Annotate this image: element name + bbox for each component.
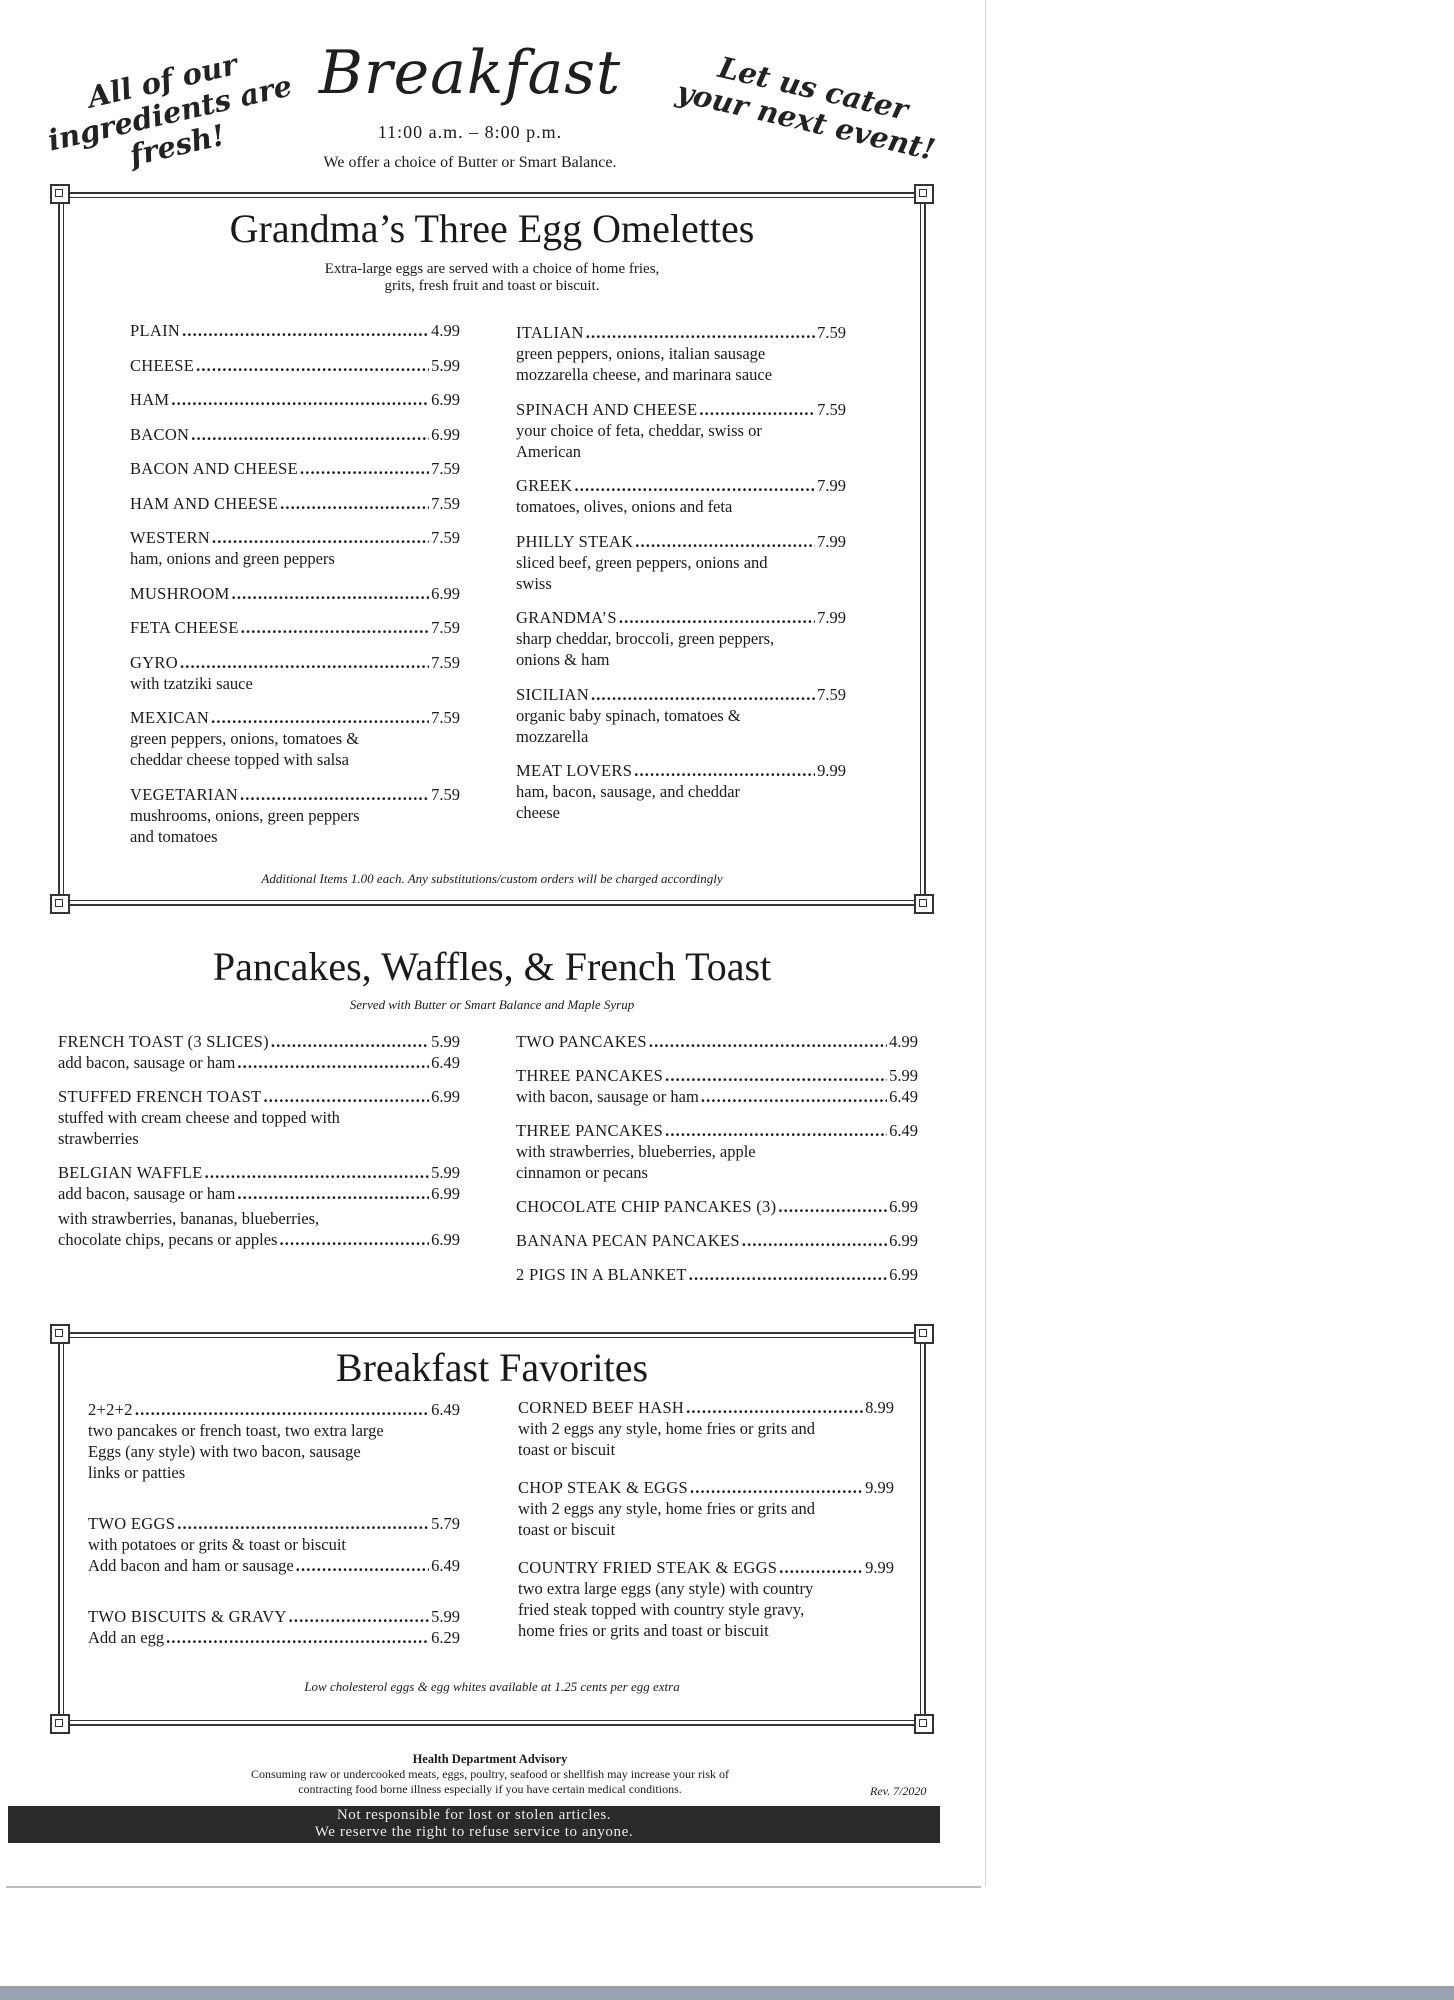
item-add-text: with bacon, sausage or ham xyxy=(516,1087,699,1106)
item-name: COUNTRY FRIED STEAK & EGGS xyxy=(518,1558,778,1577)
item-price: 7.59 xyxy=(431,493,460,513)
omelettes-subtitle-2: grits, fresh fruit and toast or biscuit. xyxy=(384,278,600,294)
health-advisory xyxy=(200,1752,780,1797)
item-price: 6.99 xyxy=(889,1231,918,1250)
item-description: with 2 eggs any style, home fries or grits and toast or biscuit xyxy=(518,1419,815,1459)
item-add-text: Add bacon and ham or sausage xyxy=(88,1556,294,1575)
menu-item xyxy=(516,399,846,462)
item-name: WESTERN xyxy=(130,528,211,547)
item-price: 6.99 xyxy=(889,1265,918,1284)
item-name: BELGIAN WAFFLE xyxy=(58,1163,203,1182)
menu-item xyxy=(516,607,846,670)
hours: 11:00 a.m. – 8:00 p.m. xyxy=(377,122,563,142)
menu-item xyxy=(130,707,460,770)
menu-item xyxy=(130,355,460,376)
menu-item xyxy=(518,1557,894,1641)
item-description: with tzatziki sauce xyxy=(130,673,253,693)
item-description: ham, bacon, sausage, and cheddar cheese xyxy=(516,782,741,822)
item-description: with 2 eggs any style, home fries or grits and toast or biscuit xyxy=(518,1499,815,1539)
item-name: BANANA PECAN PANCAKES xyxy=(516,1231,740,1250)
omelettes-left-column xyxy=(130,320,460,847)
omelettes-note: Additional Items 1.00 each. Any substitutions/custom orders will be charged accordingly xyxy=(261,871,723,886)
menu-item xyxy=(88,1399,460,1483)
item-name: HAM AND CHEESE xyxy=(130,493,279,513)
menu-item xyxy=(516,1065,918,1107)
item-price: 7.59 xyxy=(817,399,846,419)
menu-item xyxy=(130,784,460,847)
item-price: 9.99 xyxy=(817,761,846,780)
menu-item xyxy=(88,1513,460,1576)
item-name: STUFFED FRENCH TOAST xyxy=(58,1087,262,1106)
item-price: 6.99 xyxy=(431,1087,460,1106)
item-name: ITALIAN xyxy=(516,323,584,342)
item-description: mushrooms, onions, green peppers and tomatoes xyxy=(130,805,360,846)
scan-bottom-edge xyxy=(0,1986,1454,2000)
item-name: SPINACH AND CHEESE xyxy=(516,399,698,419)
item-price: 9.99 xyxy=(865,1558,894,1577)
item-name: CHEESE xyxy=(130,355,195,375)
item-price: 6.49 xyxy=(889,1121,918,1140)
item-add-price: 6.49 xyxy=(431,1556,460,1575)
revision-date: Rev. 7/2020 xyxy=(870,1784,927,1798)
corner-ornament xyxy=(50,1714,70,1734)
item-price: 7.99 xyxy=(817,531,846,551)
item-add-text: chocolate chips, pecans or apples xyxy=(58,1230,278,1249)
item-description: two pancakes or french toast, two extra large Eggs (any style) with two bacon, sausage links or patties xyxy=(88,1421,384,1482)
pancakes-subtitle: Served with Butter or Smart Balance and Maple Syrup xyxy=(349,997,635,1012)
corner-ornament xyxy=(914,1324,934,1344)
item-name: 2 PIGS IN A BLANKET xyxy=(516,1265,687,1284)
item-name: TWO EGGS xyxy=(88,1514,176,1533)
item-add-text: Add an egg xyxy=(88,1628,165,1647)
corner-ornament xyxy=(50,1324,70,1344)
item-price: 7.59 xyxy=(817,684,846,704)
item-name: TWO BISCUITS & GRAVY xyxy=(88,1607,287,1626)
menu-item xyxy=(88,1606,460,1648)
advisory-line: Consuming raw or undercooked meats, eggs, poultry, seafood or shellfish may increase your risk of xyxy=(250,1767,730,1781)
menu-item xyxy=(516,684,846,747)
item-price: 6.99 xyxy=(431,424,460,444)
menu-item xyxy=(130,458,460,479)
item-name: BACON xyxy=(130,424,190,444)
item-name: GREEK xyxy=(516,476,573,495)
item-price: 5.99 xyxy=(431,1032,460,1051)
item-price: 7.59 xyxy=(431,618,460,637)
menu-item xyxy=(516,1230,918,1251)
item-price: 5.99 xyxy=(889,1066,918,1085)
item-description: tomatoes, olives, onions and feta xyxy=(516,497,733,516)
favorites-title: Breakfast Favorites xyxy=(335,1345,649,1390)
corner-ornament xyxy=(914,1714,934,1734)
item-description: with strawberries, bananas, blueberries, xyxy=(58,1209,320,1228)
menu-item xyxy=(516,475,846,517)
item-name: BACON AND CHEESE xyxy=(130,459,298,478)
item-description: your choice of feta, cheddar, swiss or American xyxy=(516,420,762,461)
item-price: 5.99 xyxy=(431,1163,460,1182)
menu-item xyxy=(516,760,846,823)
menu-item xyxy=(130,389,460,410)
corner-ornament xyxy=(50,184,70,204)
item-price: 6.99 xyxy=(889,1197,918,1216)
menu-item xyxy=(58,1162,460,1250)
catering-tagline: Let us cater your next event! xyxy=(673,50,939,167)
menu-item xyxy=(58,1086,460,1149)
item-description: green peppers, onions, italian sausage mozzarella cheese, and marinara sauce xyxy=(516,344,773,384)
item-add-price: 6.29 xyxy=(431,1628,460,1647)
favorites-right-column xyxy=(518,1397,894,1641)
item-price: 7.59 xyxy=(817,323,846,342)
item-description: sliced beef, green peppers, onions and swiss xyxy=(516,552,768,593)
item-price: 5.79 xyxy=(431,1514,460,1533)
menu-item xyxy=(518,1397,894,1460)
menu-item xyxy=(516,1031,918,1052)
pancakes-right-column xyxy=(516,1031,918,1285)
pancakes-title: Pancakes, Waffles, & French Toast xyxy=(212,944,772,989)
item-description: stuffed with cream cheese and topped with strawberries xyxy=(58,1108,340,1148)
item-description: with strawberries, blueberries, apple cinnamon or pecans xyxy=(516,1142,756,1182)
item-price: 5.99 xyxy=(431,355,460,375)
item-price: 6.49 xyxy=(431,1400,460,1419)
butter-note: We offer a choice of Butter or Smart Balance. xyxy=(323,154,617,171)
item-price: 8.99 xyxy=(865,1398,894,1417)
item-price: 6.99 xyxy=(431,583,460,603)
item-description: sharp cheddar, broccoli, green peppers, onions & ham xyxy=(516,629,775,669)
menu-item xyxy=(516,322,846,385)
item-price: 4.99 xyxy=(431,321,460,340)
menu-item xyxy=(516,531,846,594)
item-name: THREE PANCAKES xyxy=(516,1066,664,1085)
item-price: 4.99 xyxy=(889,1032,918,1051)
omelettes-right-column xyxy=(516,322,846,823)
menu-item xyxy=(130,617,460,638)
item-name: CORNED BEEF HASH xyxy=(518,1398,685,1417)
item-description: organic baby spinach, tomatoes & mozzarella xyxy=(516,705,741,746)
corner-ornament xyxy=(914,894,934,914)
item-description: two extra large eggs (any style) with country fried steak topped with country style gravy, home fries or grits and toast or biscuit xyxy=(518,1579,814,1640)
page-title: Breakfast xyxy=(318,38,622,108)
corner-ornament xyxy=(914,184,934,204)
pancakes-left-column xyxy=(58,1031,460,1250)
item-price: 7.99 xyxy=(817,476,846,495)
menu-item xyxy=(58,1031,460,1073)
menu-item xyxy=(130,583,460,604)
item-add-price: 6.49 xyxy=(431,1053,460,1072)
item-name: PLAIN xyxy=(130,321,181,340)
menu-item xyxy=(130,320,460,341)
item-description: green peppers, onions, tomatoes & cheddar cheese topped with salsa xyxy=(130,729,360,769)
item-price: 7.59 xyxy=(431,652,460,672)
disclaimer-bar xyxy=(8,1806,940,1843)
item-description: with potatoes or grits & toast or biscuit xyxy=(88,1535,347,1554)
item-price: 5.99 xyxy=(431,1607,460,1626)
menu-item xyxy=(518,1477,894,1540)
item-name: FETA CHEESE xyxy=(130,618,239,637)
item-price: 6.99 xyxy=(431,390,460,409)
item-name: FRENCH TOAST (3 SLICES) xyxy=(58,1032,269,1051)
menu-item xyxy=(130,424,460,445)
item-name: GRANDMA’S xyxy=(516,608,617,627)
corner-ornament xyxy=(50,894,70,914)
item-price: 9.99 xyxy=(865,1478,894,1497)
menu-item xyxy=(130,493,460,514)
disclaimer-line: Not responsible for lost or stolen articles. xyxy=(336,1807,612,1823)
item-description: ham, onions and green peppers xyxy=(130,549,335,568)
menu-item xyxy=(516,1264,918,1285)
menu-item xyxy=(130,527,460,569)
omelettes-subtitle-1: Extra-large eggs are served with a choice of home fries, xyxy=(324,261,660,277)
favorites-left-column xyxy=(88,1399,460,1648)
omelettes-title: Grandma’s Three Egg Omelettes xyxy=(229,206,755,251)
item-add-text: add bacon, sausage or ham xyxy=(58,1184,236,1203)
favorites-note: Low cholesterol eggs & egg whites available at 1.25 cents per egg extra xyxy=(304,1679,680,1694)
item-name: GYRO xyxy=(130,652,178,672)
item-name: HAM xyxy=(130,390,170,409)
item-name: PHILLY STEAK xyxy=(516,531,634,551)
item-price: 7.59 xyxy=(431,459,460,478)
item-price: 7.59 xyxy=(431,784,460,804)
item-name: VEGETARIAN xyxy=(130,784,238,804)
item-name: CHOCOLATE CHIP PANCAKES (3) xyxy=(516,1197,777,1216)
item-name: TWO PANCAKES xyxy=(516,1032,647,1051)
item-name: MUSHROOM xyxy=(130,583,230,603)
item-price: 7.59 xyxy=(431,528,460,547)
menu-item xyxy=(516,1120,918,1183)
item-name: THREE PANCAKES xyxy=(516,1121,664,1140)
item-name: 2+2+2 xyxy=(88,1400,133,1419)
item-add-text: add bacon, sausage or ham xyxy=(58,1053,236,1072)
item-add-price: 6.99 xyxy=(431,1230,460,1249)
item-name: SICILIAN xyxy=(516,684,589,704)
item-name: MEAT LOVERS xyxy=(516,761,633,780)
menu-item xyxy=(130,652,460,694)
item-price: 7.99 xyxy=(817,608,846,627)
item-name: MEXICAN xyxy=(130,708,210,727)
disclaimer-line: We reserve the right to refuse service to anyone. xyxy=(314,1824,634,1840)
item-add-price: 6.99 xyxy=(431,1184,460,1203)
advisory-line: contracting food borne illness especially if you have certain medical conditions. xyxy=(298,1782,682,1796)
fresh-tagline: All of our ingredients are fresh! xyxy=(44,47,296,173)
advisory-title: Health Department Advisory xyxy=(412,1752,568,1766)
item-price: 7.59 xyxy=(431,708,460,727)
item-add-price: 6.49 xyxy=(889,1087,918,1106)
menu-item xyxy=(516,1196,918,1217)
item-name: CHOP STEAK & EGGS xyxy=(518,1478,688,1497)
page-edge-shadow xyxy=(6,1886,981,1888)
